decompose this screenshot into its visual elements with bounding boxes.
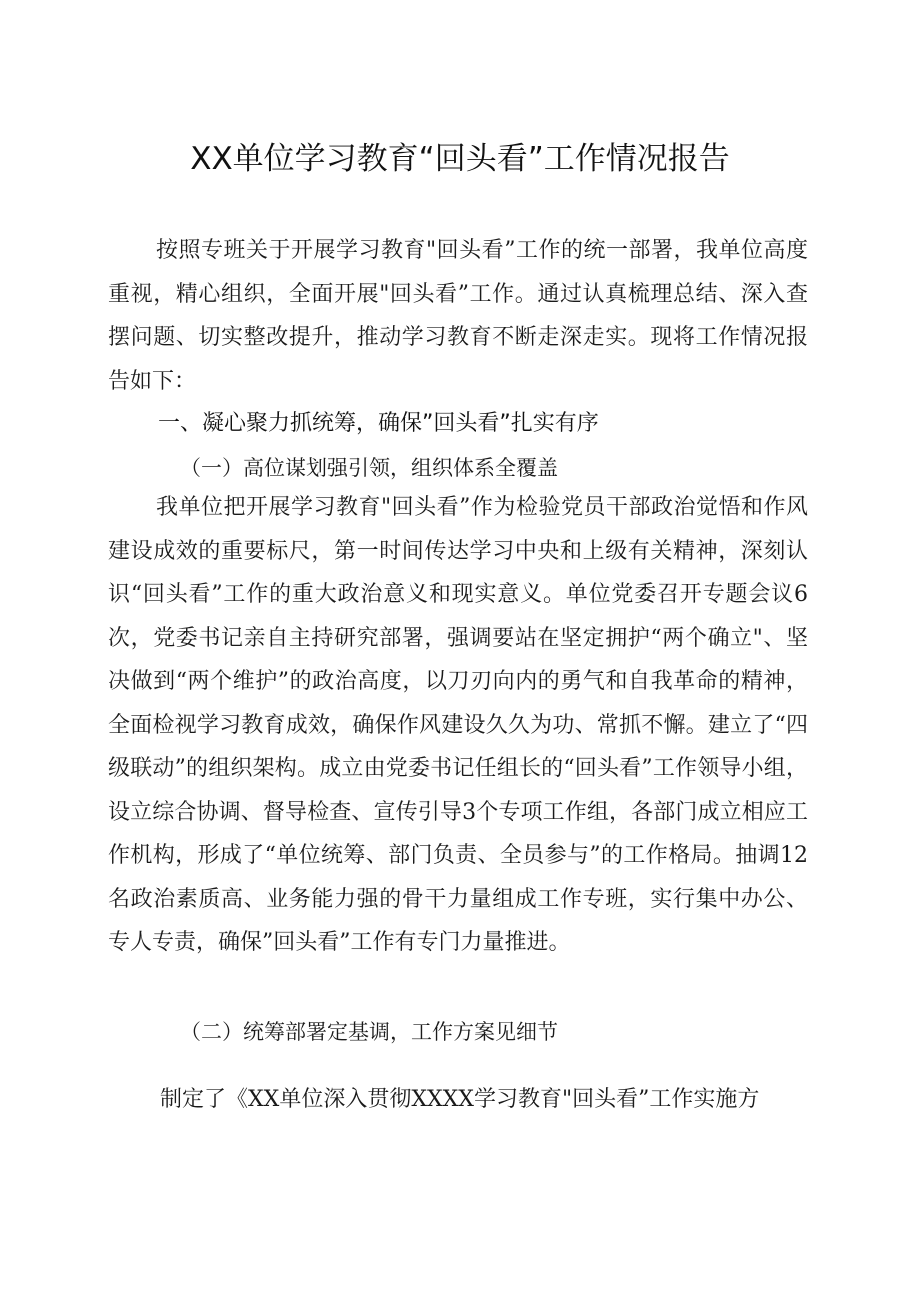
subsection-body-2: 制定了《XX单位深入贯彻XXXX学习教育"回头看”工作实施方 <box>160 1087 760 1112</box>
subsection-heading-1: （一）高位谋划强引领，组织体系全覆盖 <box>180 456 558 480</box>
subsection-body-1: 我单位把开展学习教育"回头看”作为检验党员干部政治觉悟和作风建设成效的重要标尺，第一时间传达学习中央和上级有关精神，深刻认识“回头看”工作的重大政治意义和现实意义。单位党委召开专题会议6次，党委书记亲自主持研究部署，强调要站在坚定拥护“两个确立"、坚决做到“两个维护”的政治高度，以刀刃向内的勇气和自我革命的精神，全面检视学习教育成效，确保作风建设久久为功、常抓不懈。建立了“四级联动”的组织架构。成立由党委书记任组长的“回头看”工作领导小组，设立综合协调、督导检查、宣传引导3个专项工作组，各部门成立相应工作机构，形成了“单位统筹、部门负责、全员参与”的工作格局。抽调12名政治素质高、业务能力强的骨干力量组成工作专班，实行集中办公、专人专责，确保”回头看”工作有专门力量推进。 <box>108 495 808 955</box>
subsection-heading-2: （二）统筹部署定基调，工作方案见细节 <box>180 1020 558 1044</box>
document-title: XX单位学习教育“回头看”工作情况报告 <box>190 141 730 177</box>
intro-paragraph: 按照专班关于开展学习教育"回头看”工作的统一部署，我单位高度重视，精心组织，全面开展"回头看”工作。通过认真梳理总结、深入查摆问题、切实整改提升，推动学习教育不断走深走实。现将工作情况报告如下： <box>108 238 808 394</box>
section-heading-1: 一、凝心聚力抓统筹，确保”回头看”扎实有序 <box>158 411 599 436</box>
